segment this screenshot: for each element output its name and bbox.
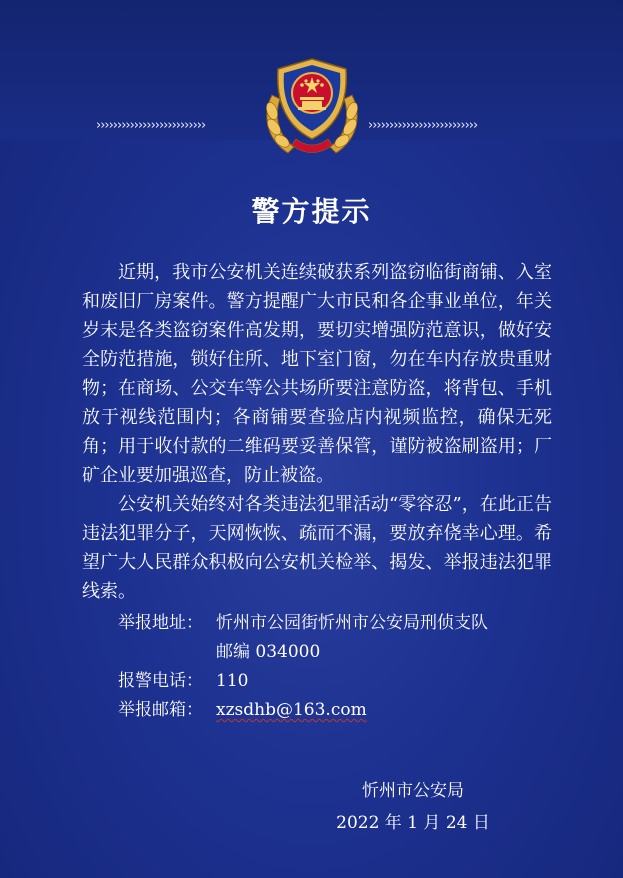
chevron-divider-left: ›››››››››››››››››››››››››› <box>96 118 206 133</box>
signature-block <box>318 775 508 839</box>
notice-paragraph-1: 近期，我市公安机关连续破获系列盗窃临街商铺、入室和废旧厂房案件。警方提醒广大市民和各企事业单位，年关岁末是各类盗窃案件高发期，要切实增强防范意识，做好安全防范措施，锁好住所、地下室门窗，勿在车内存放贵重财物；在商场、公交车等公共场所要注意防盗，将背包、手机放于视线范围内；各商铺要查验店内视频监控，确保无死角；用于收付款的二维码要妥善保管，谨防被盗刷盗用；厂矿企业要加强巡查，防止被盗。 <box>82 262 552 486</box>
address-value: 忻州市公园街忻州市公安局刑侦支队 <box>216 613 488 633</box>
signature-date: 2022 年 1 月 24 日 <box>336 813 490 833</box>
address-label: 举报地址： <box>118 613 203 633</box>
contact-info <box>118 609 548 725</box>
notice-body <box>82 258 552 606</box>
police-emblem-icon <box>258 55 366 161</box>
chevron-divider-right: ›››››››››››››››››››››››››› <box>368 118 478 133</box>
email-value: xzsdhb@163.com <box>216 700 367 720</box>
signature-organization: 忻州市公安局 <box>362 781 464 801</box>
phone-value: 110 <box>216 671 249 691</box>
email-label: 举报邮箱： <box>118 700 203 720</box>
notice-title: 警方提示 <box>251 195 372 228</box>
notice-paragraph-2: 公安机关始终对各类违法犯罪活动“零容忍”，在此正告违法犯罪分子，天网恢恢、疏而不漏，要放弃侥幸心理。希望广大人民群众积极向公安机关检举、揭发、举报违法犯罪线索。 <box>82 494 552 602</box>
phone-label: 报警电话： <box>118 671 203 691</box>
email-row <box>118 696 548 725</box>
postcode-row: 邮编 034000 <box>216 642 321 662</box>
phone-row <box>118 667 548 696</box>
address-row <box>118 609 548 638</box>
